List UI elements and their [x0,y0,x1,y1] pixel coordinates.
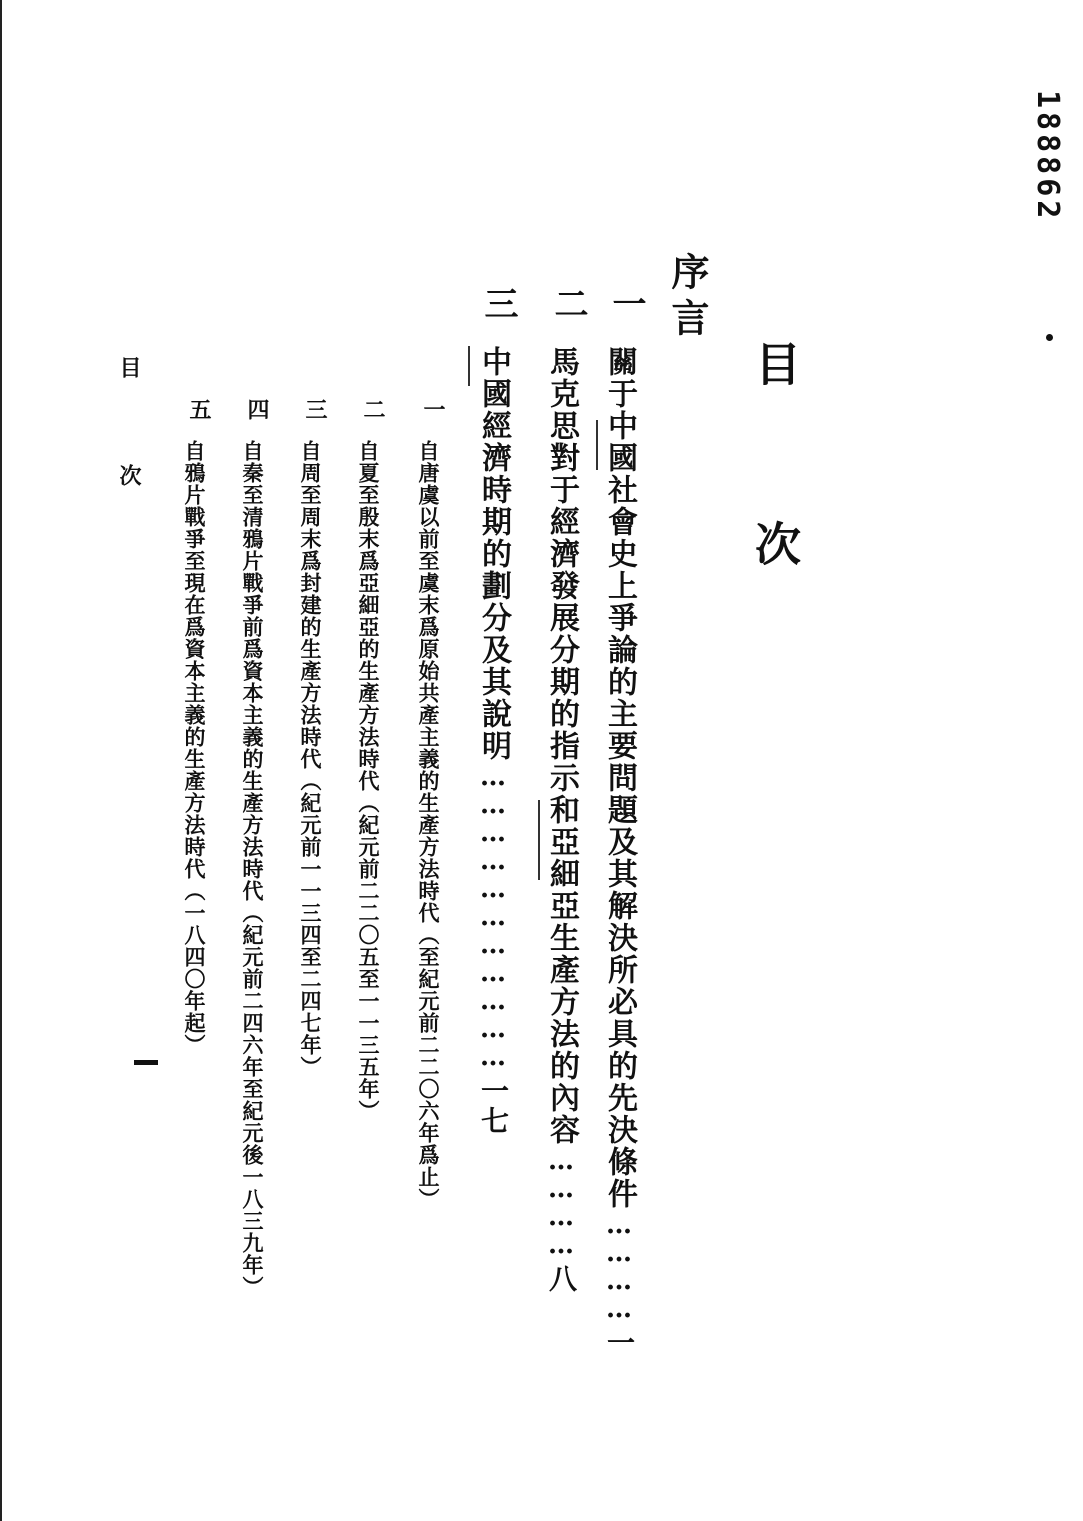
entry-3-leader-dots: …………………………… [478,762,508,1070]
subentry-2-number: 二 [360,398,386,420]
entry-1-page: 一 [603,1328,636,1358]
entry-2-title: 馬克思對于經濟發展分期的指示和亞細亞生產方法的內容 [544,346,579,1146]
subentry-1-number: 一 [420,398,446,420]
margin-rule [538,800,540,880]
entry-2[interactable] [544,346,579,1294]
entry-2-number: 二 [548,286,588,320]
entry-3-page: 一七 [477,1076,510,1136]
page-title: 目 次 [748,340,802,606]
ink-dot [1046,334,1053,341]
entry-1-number: 一 [606,286,646,320]
entry-3-title: 中國經濟時期的劃分及其說明 [476,346,511,762]
subentry-3[interactable]: 自周至周末爲封建的生產方法時代（紀元前一一三四至二四七年） [298,440,323,1078]
entry-3-number: 三 [478,286,518,320]
subentry-2[interactable]: 自夏至殷末爲亞細亞的生產方法時代（紀元前二二〇五至一一三五年） [356,440,381,1122]
entry-1-leader-dots: ………… [604,1210,634,1322]
margin-rule [596,420,598,470]
subentry-5[interactable]: 自鴉片戰爭至現在爲資本主義的生產方法時代（一八四〇年起） [182,440,207,1056]
handwritten-number-text: 188862 [1030,90,1065,223]
entry-3[interactable] [476,346,511,1136]
entry-2-leader-dots: ………… [546,1146,576,1258]
handwritten-catalog-number [1030,90,1065,222]
running-head: 目 次 [116,356,142,516]
page-folio [134,1060,158,1065]
entry-2-page: 八 [545,1264,578,1294]
preface-heading: 序言 [665,252,710,344]
subentry-1[interactable]: 自唐虞以前至虞末爲原始共產主義的生產方法時代（至紀元前二二〇六年爲止） [416,440,441,1210]
entry-1-title: 關于中國社會史上爭論的主要問題及其解決所必具的先決條件 [602,346,637,1210]
subentry-3-number: 三 [302,398,328,420]
page-edge-line [0,0,2,1521]
subentry-4[interactable]: 自秦至清鴉片戰爭前爲資本主義的生產方法時代（紀元前二四六年至紀元後一八三九年） [240,440,265,1298]
subentry-5-number: 五 [186,398,212,420]
margin-rule [468,346,470,386]
entry-1[interactable] [602,346,637,1358]
subentry-4-number: 四 [244,398,270,420]
